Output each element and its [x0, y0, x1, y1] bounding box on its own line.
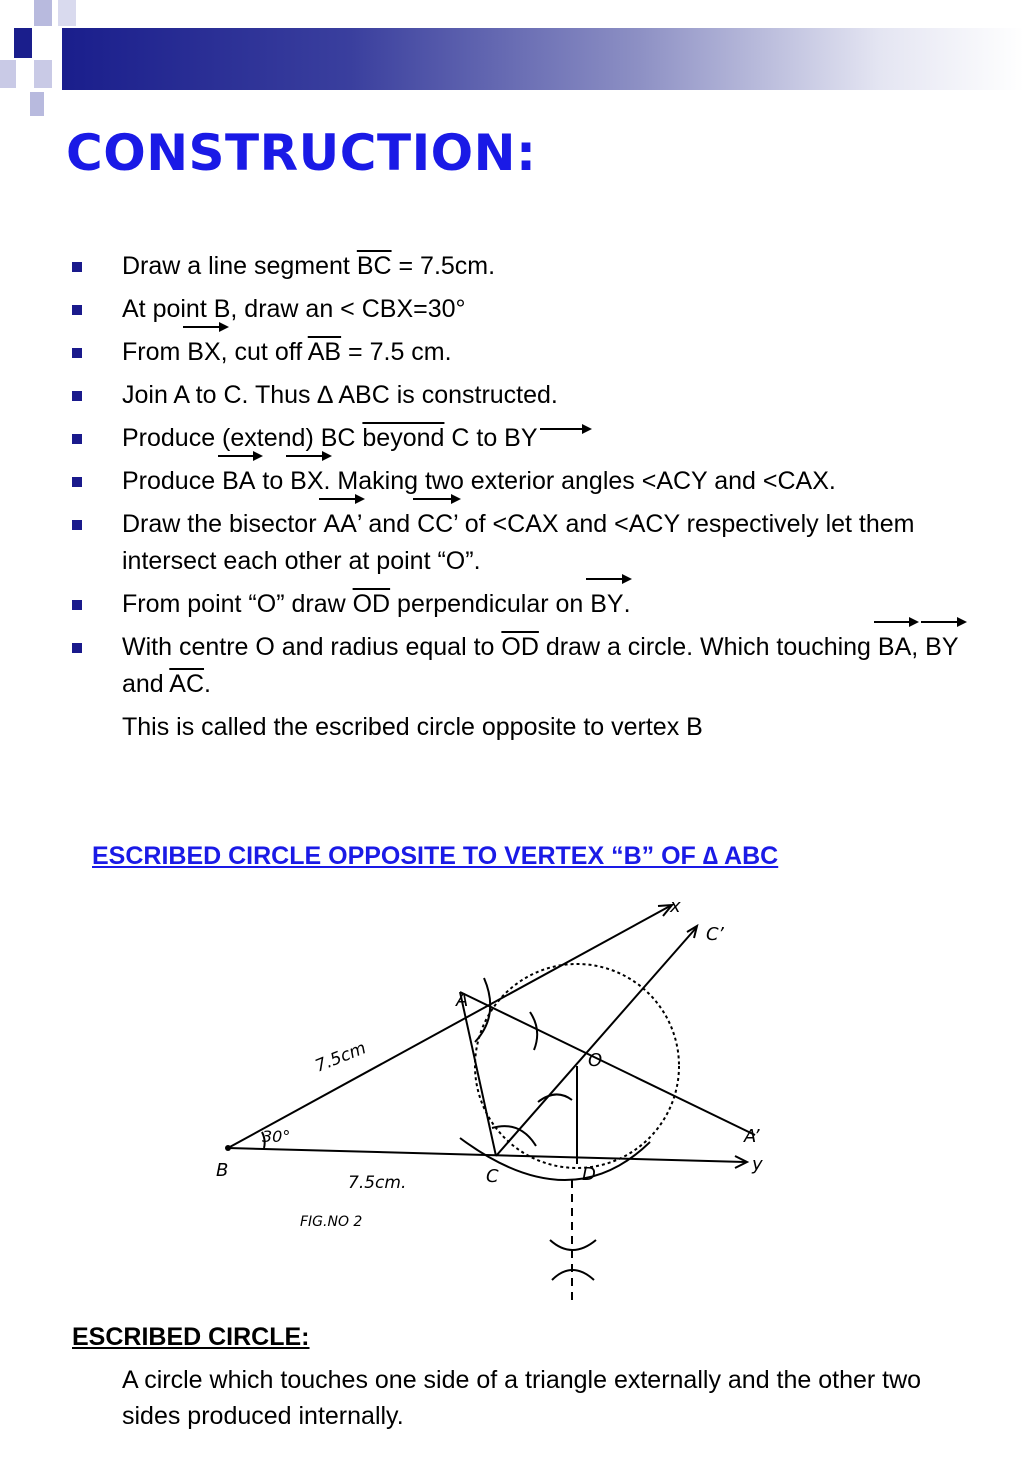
ray-arrow-icon: [544, 436, 584, 446]
definition-text: A circle which touches one side of a triangle externally and the other two sides produced internally.: [122, 1366, 922, 1430]
deco-square: [34, 60, 52, 88]
line-aa-prime: [460, 992, 755, 1135]
label-c: C: [486, 1166, 499, 1187]
step-item: Draw the bisector AA’ and CC’ of <CAX and <ACY respectively let them intersect each other at point “O”.: [72, 506, 972, 580]
step-item: With centre O and radius equal to $\overline{OD}$ draw a circle. Which touching BA, BY and $\overline{AC}$.: [72, 629, 972, 703]
step-item: Draw a line segment $\overline{BC} = 7.5cm$.: [72, 248, 972, 285]
deco-square: [58, 0, 76, 26]
bullet-icon: [72, 643, 82, 653]
bullet-icon: [72, 520, 82, 530]
step-item: At point B, draw an < CBX=30°: [72, 291, 972, 328]
bullet-icon: [72, 305, 82, 315]
figure-heading: ESCRIBED CIRCLE OPPOSITE TO VERTEX “B” OF ∆ ABC: [92, 842, 779, 870]
label-x: x: [670, 896, 681, 917]
side-ab-label: 7.5cm: [312, 1038, 369, 1077]
step-item: Join A to C. Thus ∆ ABC is constructed.: [72, 377, 972, 414]
deco-square: [34, 0, 52, 26]
angle-label: 30°: [262, 1127, 291, 1146]
bullet-icon: [72, 434, 82, 444]
line-bx: [228, 906, 670, 1148]
page-title: CONSTRUCTION:: [66, 124, 537, 182]
step-item: Produce (extend) BC beyond C to BY: [72, 420, 972, 457]
step-note: This is called the escribed circle opposite to vertex B: [122, 713, 703, 741]
label-c-prime: C’: [706, 924, 724, 945]
deco-square: [50, 30, 62, 60]
label-b: B: [216, 1160, 229, 1181]
label-o: O: [588, 1050, 603, 1071]
bullet-icon: [72, 348, 82, 358]
deco-square: [0, 60, 16, 88]
label-a-prime: A’: [744, 1126, 760, 1147]
bullet-icon: [72, 600, 82, 610]
step-item: Produce BA to BX. Making two exterior angles <ACY and <CAX.: [72, 463, 972, 500]
figure-caption: FIG.NO 2: [300, 1214, 363, 1230]
line-ac: [460, 992, 496, 1156]
definition-heading: ESCRIBED CIRCLE:: [72, 1323, 310, 1351]
arc-at-a: [475, 978, 490, 1042]
header-gradient-bar: [62, 28, 1024, 90]
bullet-icon: [72, 262, 82, 272]
construction-steps: [72, 248, 972, 752]
bullet-icon: [72, 477, 82, 487]
line-cc-prime: [496, 928, 696, 1156]
deco-square: [14, 28, 32, 58]
bullet-icon: [72, 391, 82, 401]
point-b: [225, 1145, 231, 1151]
arc-bisector-a: [530, 1012, 537, 1050]
label-a: A: [456, 990, 469, 1011]
step-item: From point “O” draw $\overline{OD}$ perpendicular on BY.: [72, 586, 972, 623]
side-bc-label: 7.5cm.: [348, 1173, 407, 1193]
label-d: D: [582, 1164, 596, 1185]
step-item: From BX, cut off $\overline{AB} = 7.5$ cm.: [72, 334, 972, 371]
deco-square: [30, 92, 44, 116]
construction-figure: [200, 880, 820, 1310]
label-y: y: [752, 1154, 763, 1175]
